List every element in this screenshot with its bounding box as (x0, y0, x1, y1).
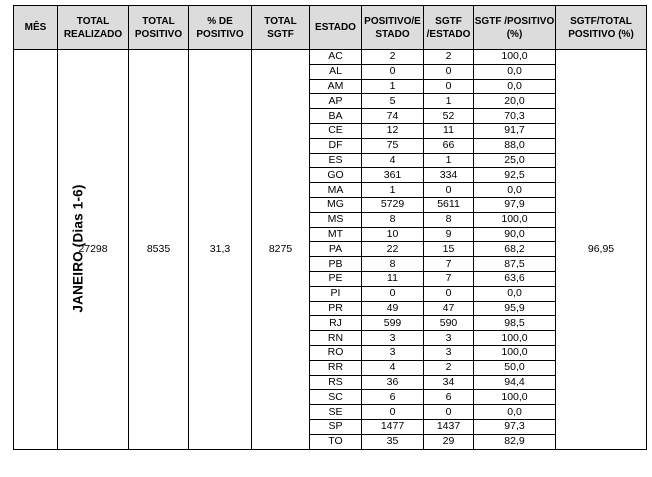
sgtf-positivo-pct-cell: 20,0 (474, 94, 556, 109)
positivo-estado-cell: 0 (362, 64, 424, 79)
header-pct-positivo: % DE POSITIVO (189, 6, 252, 50)
sgtf-estado-cell: 0 (424, 64, 474, 79)
header-sgtf-positivo-pct: SGTF /POSITIVO (%) (474, 6, 556, 50)
sgtf-positivo-pct-cell: 63,6 (474, 271, 556, 286)
sgtf-positivo-pct-cell: 98,5 (474, 316, 556, 331)
estado-cell: MA (310, 183, 362, 198)
header-total-sgtf: TOTAL SGTF (252, 6, 310, 50)
positivo-estado-cell: 0 (362, 286, 424, 301)
sgtf-estado-cell: 590 (424, 316, 474, 331)
sgtf-positivo-pct-cell: 100,0 (474, 212, 556, 227)
sgtf-estado-cell: 2 (424, 50, 474, 65)
month-cell (14, 50, 86, 450)
positivo-estado-cell: 10 (362, 227, 424, 242)
header-sgtf-estado: SGTF /ESTADO (424, 6, 474, 50)
sgtf-positivo-pct-cell: 95,9 (474, 301, 556, 316)
estado-cell: PB (310, 257, 362, 272)
header-total-positivo: TOTAL POSITIVO (129, 6, 189, 50)
header-mes: MÊS (14, 6, 58, 50)
pct-positivo-value: 31,3 (189, 50, 252, 450)
estado-cell: MG (310, 197, 362, 212)
sgtf-positivo-pct-cell: 0,0 (474, 64, 556, 79)
positivo-estado-cell: 4 (362, 360, 424, 375)
estado-cell: SE (310, 405, 362, 420)
positivo-estado-cell: 5729 (362, 197, 424, 212)
table-row (14, 50, 647, 65)
sgtf-positivo-pct-cell: 0,0 (474, 79, 556, 94)
header-row (14, 6, 647, 50)
positivo-estado-cell: 6 (362, 390, 424, 405)
total-sgtf-value: 8275 (252, 50, 310, 450)
sgtf-estado-cell: 8 (424, 212, 474, 227)
positivo-estado-cell: 35 (362, 434, 424, 449)
sgtf-estado-cell: 66 (424, 138, 474, 153)
estado-cell: AC (310, 50, 362, 65)
sgtf-estado-cell: 3 (424, 331, 474, 346)
sgtf-estado-cell: 47 (424, 301, 474, 316)
sgtf-positivo-pct-cell: 90,0 (474, 227, 556, 242)
sgtf-positivo-pct-cell: 100,0 (474, 345, 556, 360)
positivo-estado-cell: 1477 (362, 419, 424, 434)
sgtf-estado-cell: 3 (424, 345, 474, 360)
sgtf-positivo-pct-cell: 68,2 (474, 242, 556, 257)
positivo-estado-cell: 11 (362, 271, 424, 286)
positivo-estado-cell: 4 (362, 153, 424, 168)
sgtf-estado-cell: 1 (424, 153, 474, 168)
sgtf-positivo-pct-cell: 91,7 (474, 123, 556, 138)
estado-cell: RJ (310, 316, 362, 331)
sgtf-positivo-pct-cell: 100,0 (474, 50, 556, 65)
sgtf-positivo-pct-cell: 88,0 (474, 138, 556, 153)
header-sgtf-total-positivo-pct: SGTF/TOTAL POSITIVO (%) (556, 6, 647, 50)
sgtf-positivo-pct-cell: 97,9 (474, 197, 556, 212)
estado-cell: MT (310, 227, 362, 242)
positivo-estado-cell: 1 (362, 79, 424, 94)
sgtf-positivo-pct-cell: 0,0 (474, 405, 556, 420)
sgtf-positivo-pct-cell: 94,4 (474, 375, 556, 390)
estado-cell: GO (310, 168, 362, 183)
estado-cell: SP (310, 419, 362, 434)
positivo-estado-cell: 8 (362, 257, 424, 272)
positivo-estado-cell: 1 (362, 183, 424, 198)
estado-cell: RS (310, 375, 362, 390)
sgtf-estado-cell: 0 (424, 405, 474, 420)
sgtf-positivo-pct-cell: 70,3 (474, 109, 556, 124)
estado-cell: MS (310, 212, 362, 227)
sgtf-estado-cell: 7 (424, 257, 474, 272)
sgtf-total-positivo-pct-value: 96,95 (556, 50, 647, 450)
estado-cell: ES (310, 153, 362, 168)
sgtf-positivo-pct-cell: 25,0 (474, 153, 556, 168)
sgtf-data-table (13, 5, 647, 450)
header-positivo-estado: POSITIVO/E STADO (362, 6, 424, 50)
positivo-estado-cell: 75 (362, 138, 424, 153)
positivo-estado-cell: 5 (362, 94, 424, 109)
positivo-estado-cell: 3 (362, 345, 424, 360)
sgtf-estado-cell: 29 (424, 434, 474, 449)
estado-cell: RO (310, 345, 362, 360)
sgtf-estado-cell: 5611 (424, 197, 474, 212)
estado-cell: TO (310, 434, 362, 449)
sgtf-estado-cell: 6 (424, 390, 474, 405)
sgtf-positivo-pct-cell: 100,0 (474, 331, 556, 346)
estado-cell: RR (310, 360, 362, 375)
sgtf-estado-cell: 7 (424, 271, 474, 286)
sgtf-estado-cell: 1 (424, 94, 474, 109)
sgtf-estado-cell: 11 (424, 123, 474, 138)
positivo-estado-cell: 74 (362, 109, 424, 124)
positivo-estado-cell: 8 (362, 212, 424, 227)
month-label: JANEIRO (Dias 1-6) (70, 184, 86, 313)
sgtf-positivo-pct-cell: 100,0 (474, 390, 556, 405)
sgtf-positivo-pct-cell: 92,5 (474, 168, 556, 183)
estado-cell: PE (310, 271, 362, 286)
estado-cell: RN (310, 331, 362, 346)
sgtf-positivo-pct-cell: 97,3 (474, 419, 556, 434)
estado-cell: CE (310, 123, 362, 138)
sgtf-estado-cell: 334 (424, 168, 474, 183)
total-realizado-value: 27298 (58, 50, 129, 450)
estado-cell: PA (310, 242, 362, 257)
estado-cell: PI (310, 286, 362, 301)
estado-cell: DF (310, 138, 362, 153)
positivo-estado-cell: 0 (362, 405, 424, 420)
positivo-estado-cell: 22 (362, 242, 424, 257)
estado-cell: AP (310, 94, 362, 109)
estado-cell: BA (310, 109, 362, 124)
sgtf-estado-cell: 52 (424, 109, 474, 124)
estado-cell: PR (310, 301, 362, 316)
positivo-estado-cell: 49 (362, 301, 424, 316)
estado-cell: AL (310, 64, 362, 79)
positivo-estado-cell: 3 (362, 331, 424, 346)
header-estado: ESTADO (310, 6, 362, 50)
sgtf-estado-cell: 1437 (424, 419, 474, 434)
sgtf-estado-cell: 2 (424, 360, 474, 375)
sgtf-estado-cell: 0 (424, 286, 474, 301)
header-total-realizado: TOTAL REALIZADO (58, 6, 129, 50)
sgtf-estado-cell: 0 (424, 183, 474, 198)
sgtf-positivo-pct-cell: 50,0 (474, 360, 556, 375)
sgtf-estado-cell: 9 (424, 227, 474, 242)
positivo-estado-cell: 2 (362, 50, 424, 65)
positivo-estado-cell: 36 (362, 375, 424, 390)
sgtf-positivo-pct-cell: 87,5 (474, 257, 556, 272)
positivo-estado-cell: 361 (362, 168, 424, 183)
sgtf-estado-cell: 34 (424, 375, 474, 390)
table-body (14, 50, 647, 450)
estado-cell: SC (310, 390, 362, 405)
sgtf-positivo-pct-cell: 82,9 (474, 434, 556, 449)
positivo-estado-cell: 599 (362, 316, 424, 331)
sgtf-positivo-pct-cell: 0,0 (474, 286, 556, 301)
total-positivo-value: 8535 (129, 50, 189, 450)
sgtf-estado-cell: 15 (424, 242, 474, 257)
estado-cell: AM (310, 79, 362, 94)
sgtf-positivo-pct-cell: 0,0 (474, 183, 556, 198)
positivo-estado-cell: 12 (362, 123, 424, 138)
sgtf-estado-cell: 0 (424, 79, 474, 94)
